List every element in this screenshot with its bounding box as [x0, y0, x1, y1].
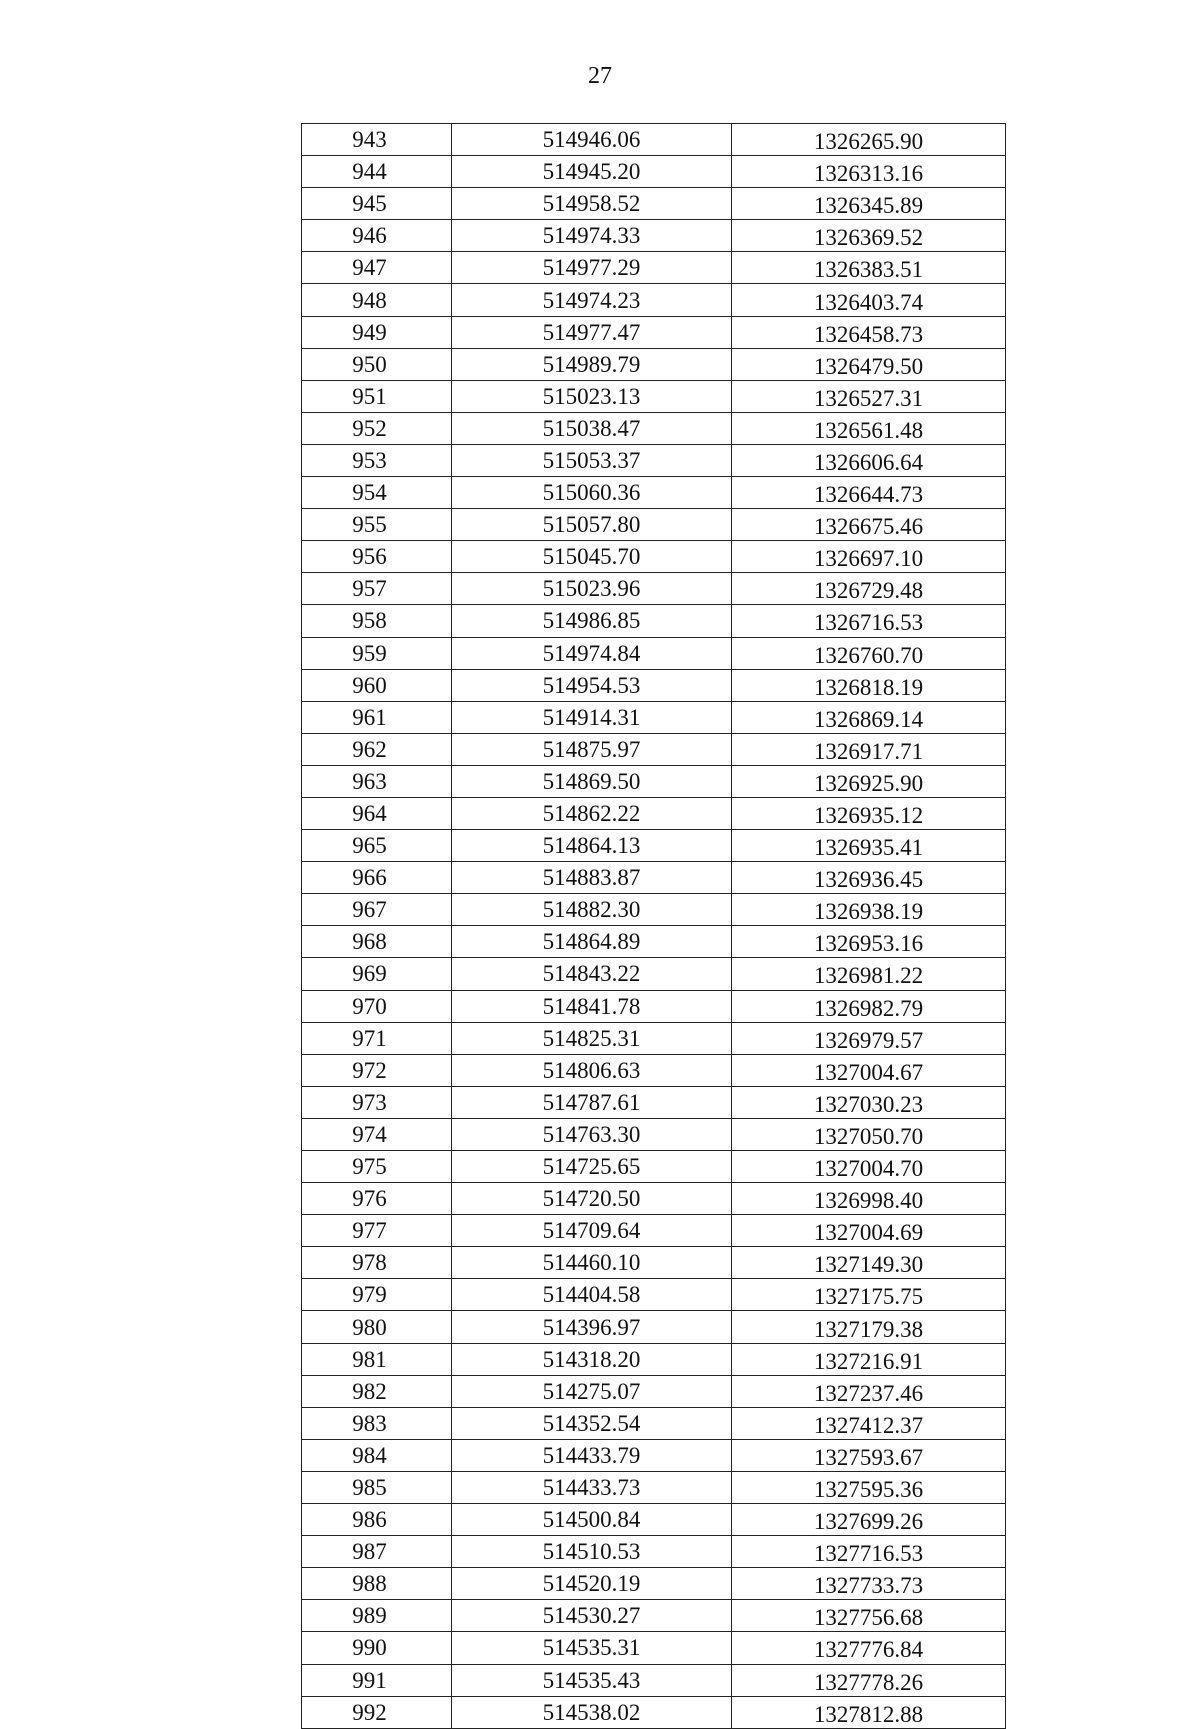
- x-coordinate-cell: 514510.53: [452, 1536, 732, 1568]
- y-coordinate-cell: 1326925.90: [732, 765, 1006, 797]
- point-number-cell: 979: [302, 1279, 452, 1311]
- x-coordinate-cell: 515060.36: [452, 477, 732, 509]
- point-number-cell: 957: [302, 573, 452, 605]
- y-coordinate-cell: 1327716.53: [732, 1536, 1006, 1568]
- table-row: [302, 1343, 1006, 1375]
- y-coordinate-cell: 1326729.48: [732, 573, 1006, 605]
- y-coordinate-cell: 1326458.73: [732, 316, 1006, 348]
- table-row: [302, 1504, 1006, 1536]
- y-coordinate-cell: 1326953.16: [732, 926, 1006, 958]
- point-number-cell: 956: [302, 541, 452, 573]
- point-number-cell: 982: [302, 1375, 452, 1407]
- y-coordinate-cell: 1327237.46: [732, 1375, 1006, 1407]
- x-coordinate-cell: 514352.54: [452, 1407, 732, 1439]
- y-coordinate-cell: 1327216.91: [732, 1343, 1006, 1375]
- point-number-cell: 967: [302, 894, 452, 926]
- x-coordinate-cell: 515023.13: [452, 380, 732, 412]
- point-number-cell: 953: [302, 444, 452, 476]
- y-coordinate-cell: 1327412.37: [732, 1407, 1006, 1439]
- y-coordinate-cell: 1326869.14: [732, 701, 1006, 733]
- point-number-cell: 950: [302, 348, 452, 380]
- point-number-cell: 985: [302, 1471, 452, 1503]
- y-coordinate-cell: 1327004.70: [732, 1151, 1006, 1183]
- point-number-cell: 989: [302, 1600, 452, 1632]
- y-coordinate-cell: 1327179.38: [732, 1311, 1006, 1343]
- x-coordinate-cell: 514720.50: [452, 1183, 732, 1215]
- table-row: [302, 1022, 1006, 1054]
- point-number-cell: 954: [302, 477, 452, 509]
- y-coordinate-cell: 1327149.30: [732, 1247, 1006, 1279]
- point-number-cell: 984: [302, 1439, 452, 1471]
- table-row: [302, 1086, 1006, 1118]
- point-number-cell: 991: [302, 1664, 452, 1696]
- x-coordinate-cell: 514869.50: [452, 765, 732, 797]
- point-number-cell: 981: [302, 1343, 452, 1375]
- coordinates-table: [301, 123, 1006, 1729]
- x-coordinate-cell: 514843.22: [452, 958, 732, 990]
- y-coordinate-cell: 1326644.73: [732, 477, 1006, 509]
- point-number-cell: 962: [302, 733, 452, 765]
- point-number-cell: 952: [302, 412, 452, 444]
- table-row: [302, 701, 1006, 733]
- y-coordinate-cell: 1327756.68: [732, 1600, 1006, 1632]
- y-coordinate-cell: 1327699.26: [732, 1504, 1006, 1536]
- point-number-cell: 972: [302, 1054, 452, 1086]
- y-coordinate-cell: 1327733.73: [732, 1568, 1006, 1600]
- x-coordinate-cell: 514841.78: [452, 990, 732, 1022]
- y-coordinate-cell: 1326936.45: [732, 862, 1006, 894]
- table-row: [302, 765, 1006, 797]
- x-coordinate-cell: 514433.73: [452, 1471, 732, 1503]
- y-coordinate-cell: 1327030.23: [732, 1086, 1006, 1118]
- point-number-cell: 948: [302, 284, 452, 316]
- table-row: [302, 477, 1006, 509]
- point-number-cell: 992: [302, 1696, 452, 1728]
- x-coordinate-cell: 515053.37: [452, 444, 732, 476]
- x-coordinate-cell: 514875.97: [452, 733, 732, 765]
- table-row: [302, 1536, 1006, 1568]
- point-number-cell: 944: [302, 156, 452, 188]
- y-coordinate-cell: 1326935.12: [732, 797, 1006, 829]
- table-row: [302, 156, 1006, 188]
- table-row: [302, 894, 1006, 926]
- table-row: [302, 412, 1006, 444]
- table-row: [302, 1054, 1006, 1086]
- y-coordinate-cell: 1326760.70: [732, 637, 1006, 669]
- point-number-cell: 987: [302, 1536, 452, 1568]
- point-number-cell: 968: [302, 926, 452, 958]
- y-coordinate-cell: 1327175.75: [732, 1279, 1006, 1311]
- x-coordinate-cell: 514725.65: [452, 1151, 732, 1183]
- point-number-cell: 949: [302, 316, 452, 348]
- x-coordinate-cell: 514946.06: [452, 124, 732, 156]
- table-row: [302, 284, 1006, 316]
- point-number-cell: 960: [302, 669, 452, 701]
- table-row: [302, 1118, 1006, 1150]
- table-row: [302, 1696, 1006, 1728]
- y-coordinate-cell: 1326981.22: [732, 958, 1006, 990]
- y-coordinate-cell: 1327776.84: [732, 1632, 1006, 1664]
- point-number-cell: 986: [302, 1504, 452, 1536]
- table-row: [302, 669, 1006, 701]
- y-coordinate-cell: 1326697.10: [732, 541, 1006, 573]
- table-row: [302, 990, 1006, 1022]
- table-row: [302, 830, 1006, 862]
- x-coordinate-cell: 514538.02: [452, 1696, 732, 1728]
- y-coordinate-cell: 1326606.64: [732, 444, 1006, 476]
- y-coordinate-cell: 1326313.16: [732, 156, 1006, 188]
- table-row: [302, 252, 1006, 284]
- point-number-cell: 963: [302, 765, 452, 797]
- table-row: [302, 573, 1006, 605]
- x-coordinate-cell: 514974.33: [452, 220, 732, 252]
- table-row: [302, 1247, 1006, 1279]
- y-coordinate-cell: 1326403.74: [732, 284, 1006, 316]
- y-coordinate-cell: 1326675.46: [732, 509, 1006, 541]
- page-number: 27: [588, 63, 612, 89]
- x-coordinate-cell: 514396.97: [452, 1311, 732, 1343]
- table-row: [302, 637, 1006, 669]
- point-number-cell: 973: [302, 1086, 452, 1118]
- table-row: [302, 1439, 1006, 1471]
- x-coordinate-cell: 514763.30: [452, 1118, 732, 1150]
- x-coordinate-cell: 515045.70: [452, 541, 732, 573]
- table-row: [302, 380, 1006, 412]
- point-number-cell: 969: [302, 958, 452, 990]
- y-coordinate-cell: 1327778.26: [732, 1664, 1006, 1696]
- x-coordinate-cell: 514825.31: [452, 1022, 732, 1054]
- point-number-cell: 965: [302, 830, 452, 862]
- x-coordinate-cell: 514535.31: [452, 1632, 732, 1664]
- y-coordinate-cell: 1326527.31: [732, 380, 1006, 412]
- table-row: [302, 926, 1006, 958]
- y-coordinate-cell: 1327593.67: [732, 1439, 1006, 1471]
- point-number-cell: 959: [302, 637, 452, 669]
- point-number-cell: 990: [302, 1632, 452, 1664]
- point-number-cell: 955: [302, 509, 452, 541]
- x-coordinate-cell: 515057.80: [452, 509, 732, 541]
- x-coordinate-cell: 514500.84: [452, 1504, 732, 1536]
- x-coordinate-cell: 514882.30: [452, 894, 732, 926]
- y-coordinate-cell: 1326479.50: [732, 348, 1006, 380]
- table-row: [302, 220, 1006, 252]
- x-coordinate-cell: 514787.61: [452, 1086, 732, 1118]
- table-row: [302, 1151, 1006, 1183]
- x-coordinate-cell: 514989.79: [452, 348, 732, 380]
- table-row: [302, 605, 1006, 637]
- table-row: [302, 444, 1006, 476]
- table-row: [302, 1632, 1006, 1664]
- y-coordinate-cell: 1326369.52: [732, 220, 1006, 252]
- point-number-cell: 974: [302, 1118, 452, 1150]
- table-row: [302, 1407, 1006, 1439]
- y-coordinate-cell: 1326265.90: [732, 124, 1006, 156]
- x-coordinate-cell: 514958.52: [452, 188, 732, 220]
- x-coordinate-cell: 514954.53: [452, 669, 732, 701]
- table-row: [302, 1664, 1006, 1696]
- y-coordinate-cell: 1326561.48: [732, 412, 1006, 444]
- y-coordinate-cell: 1327004.67: [732, 1054, 1006, 1086]
- table-row: [302, 1471, 1006, 1503]
- x-coordinate-cell: 514709.64: [452, 1215, 732, 1247]
- point-number-cell: 976: [302, 1183, 452, 1215]
- point-number-cell: 951: [302, 380, 452, 412]
- x-coordinate-cell: 514864.89: [452, 926, 732, 958]
- point-number-cell: 978: [302, 1247, 452, 1279]
- x-coordinate-cell: 514275.07: [452, 1375, 732, 1407]
- table-row: [302, 862, 1006, 894]
- table-row: [302, 1183, 1006, 1215]
- y-coordinate-cell: 1326998.40: [732, 1183, 1006, 1215]
- point-number-cell: 946: [302, 220, 452, 252]
- point-number-cell: 983: [302, 1407, 452, 1439]
- x-coordinate-cell: 515038.47: [452, 412, 732, 444]
- x-coordinate-cell: 514862.22: [452, 797, 732, 829]
- table-row: [302, 797, 1006, 829]
- point-number-cell: 947: [302, 252, 452, 284]
- y-coordinate-cell: 1326345.89: [732, 188, 1006, 220]
- point-number-cell: 971: [302, 1022, 452, 1054]
- x-coordinate-cell: 514433.79: [452, 1439, 732, 1471]
- table-row: [302, 541, 1006, 573]
- table-row: [302, 1311, 1006, 1343]
- table-row: [302, 1215, 1006, 1247]
- point-number-cell: 988: [302, 1568, 452, 1600]
- y-coordinate-cell: 1327050.70: [732, 1118, 1006, 1150]
- x-coordinate-cell: 514883.87: [452, 862, 732, 894]
- table-row: [302, 316, 1006, 348]
- point-number-cell: 943: [302, 124, 452, 156]
- point-number-cell: 945: [302, 188, 452, 220]
- point-number-cell: 958: [302, 605, 452, 637]
- y-coordinate-cell: 1326982.79: [732, 990, 1006, 1022]
- point-number-cell: 961: [302, 701, 452, 733]
- y-coordinate-cell: 1327812.88: [732, 1696, 1006, 1728]
- x-coordinate-cell: 514977.29: [452, 252, 732, 284]
- table-row: [302, 509, 1006, 541]
- y-coordinate-cell: 1326979.57: [732, 1022, 1006, 1054]
- table-row: [302, 1279, 1006, 1311]
- point-number-cell: 966: [302, 862, 452, 894]
- x-coordinate-cell: 514806.63: [452, 1054, 732, 1086]
- x-coordinate-cell: 514945.20: [452, 156, 732, 188]
- point-number-cell: 975: [302, 1151, 452, 1183]
- table-row: [302, 124, 1006, 156]
- y-coordinate-cell: 1326917.71: [732, 733, 1006, 765]
- x-coordinate-cell: 515023.96: [452, 573, 732, 605]
- table-row: [302, 188, 1006, 220]
- x-coordinate-cell: 514404.58: [452, 1279, 732, 1311]
- x-coordinate-cell: 514460.10: [452, 1247, 732, 1279]
- x-coordinate-cell: 514977.47: [452, 316, 732, 348]
- y-coordinate-cell: 1326716.53: [732, 605, 1006, 637]
- point-number-cell: 964: [302, 797, 452, 829]
- x-coordinate-cell: 514318.20: [452, 1343, 732, 1375]
- table-row: [302, 958, 1006, 990]
- table-row: [302, 1375, 1006, 1407]
- point-number-cell: 970: [302, 990, 452, 1022]
- y-coordinate-cell: 1326818.19: [732, 669, 1006, 701]
- y-coordinate-cell: 1327595.36: [732, 1471, 1006, 1503]
- point-number-cell: 977: [302, 1215, 452, 1247]
- table-row: [302, 733, 1006, 765]
- x-coordinate-cell: 514520.19: [452, 1568, 732, 1600]
- table-row: [302, 348, 1006, 380]
- x-coordinate-cell: 514530.27: [452, 1600, 732, 1632]
- x-coordinate-cell: 514974.23: [452, 284, 732, 316]
- y-coordinate-cell: 1326935.41: [732, 830, 1006, 862]
- table-row: [302, 1568, 1006, 1600]
- y-coordinate-cell: 1326938.19: [732, 894, 1006, 926]
- y-coordinate-cell: 1326383.51: [732, 252, 1006, 284]
- point-number-cell: 980: [302, 1311, 452, 1343]
- x-coordinate-cell: 514986.85: [452, 605, 732, 637]
- table-row: [302, 1600, 1006, 1632]
- x-coordinate-cell: 514974.84: [452, 637, 732, 669]
- y-coordinate-cell: 1327004.69: [732, 1215, 1006, 1247]
- coordinates-table-body: [302, 124, 1006, 1729]
- x-coordinate-cell: 514864.13: [452, 830, 732, 862]
- x-coordinate-cell: 514914.31: [452, 701, 732, 733]
- x-coordinate-cell: 514535.43: [452, 1664, 732, 1696]
